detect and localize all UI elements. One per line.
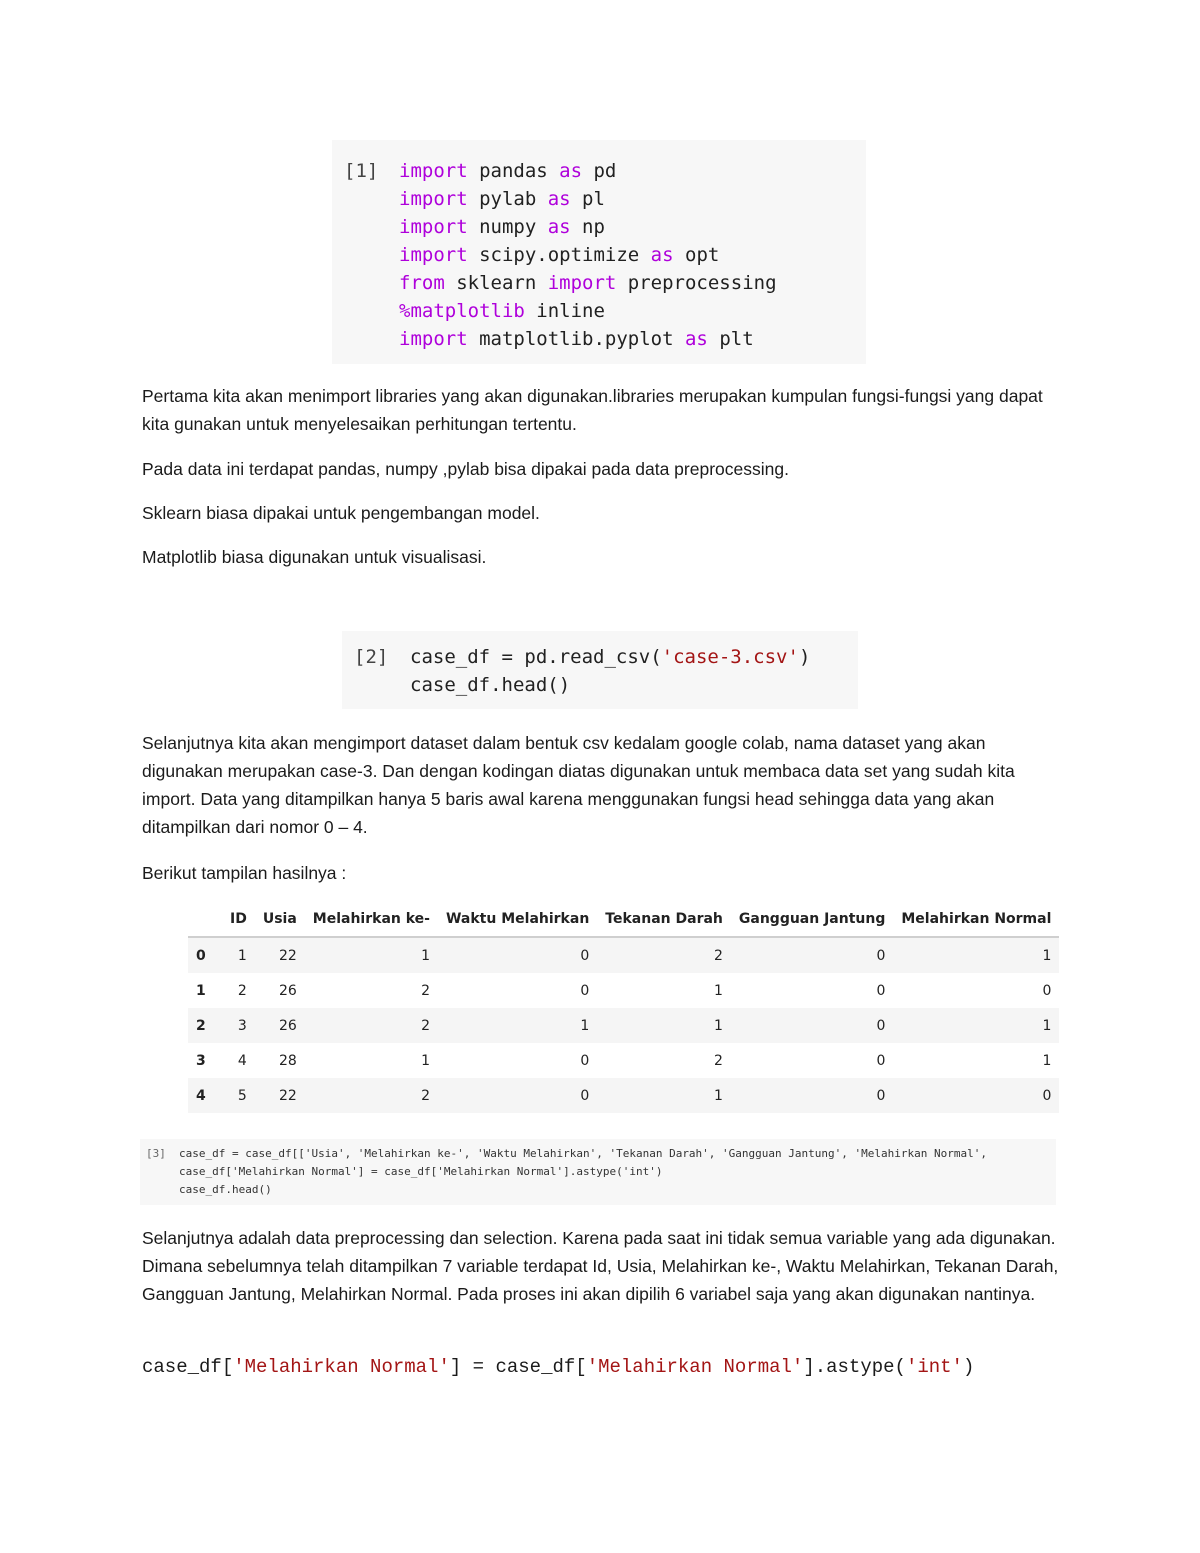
code-line: case_df = pd.read_csv('case-3.csv'): [410, 646, 811, 668]
table-cell: 0: [876, 947, 886, 964]
code-line: import scipy.optimize as opt: [399, 244, 720, 266]
table-cell: 0: [1042, 1087, 1052, 1104]
table-cell: 0: [876, 1052, 886, 1069]
code-line: case_df['Melahirkan Normal'] = case_df['Melahirkan Normal'].astype('int'): [179, 1165, 663, 1178]
table-row: [188, 973, 1059, 1008]
code-line: import matplotlib.pyplot as plt: [399, 328, 754, 350]
column-header: Gangguan Jantung: [738, 911, 886, 927]
code-line: %matplotlib inline: [399, 300, 605, 322]
table-row: [188, 1078, 1059, 1113]
table-cell: 1: [421, 947, 430, 964]
row-index: 3: [196, 1052, 206, 1069]
column-header: Waktu Melahirkan: [445, 911, 590, 927]
table-cell: 4: [237, 1052, 247, 1069]
paragraph-libraries: Pertama kita akan menimport libraries yang akan digunakan.libraries merupakan kumpulan fungsi-fungsi yang dapat kita gunakan untuk menyelesaikan perhitungan tertentu.: [142, 386, 1043, 434]
cell-prompt: [2]: [354, 646, 389, 668]
table-cell: 26: [278, 1017, 297, 1034]
code-line: case_df = case_df[['Usia', 'Melahirkan ke-', 'Waktu Melahirkan', 'Tekanan Darah', 'Gangguan Jantung', 'Melahirkan Normal',: [179, 1147, 987, 1160]
table-cell: 1: [237, 947, 247, 964]
paragraph-preprocessing: Selanjutnya adalah data preprocessing dan selection. Karena pada saat ini tidak semua variable yang ada digunakan. Dimana sebelumnya telah ditampilkan 7 variable terdapat Id, Usia, Melahirkan ke-, Waktu Melahirkan, Tekanan Darah, Gangguan Jantung, Melahirkan Normal. Pada proses ini akan dipilih 6 variabel saja yang akan digunakan nantinya.: [142, 1228, 1059, 1304]
paragraph-result-intro: Berikut tampilan hasilnya :: [142, 863, 347, 883]
table-cell: 2: [421, 1087, 430, 1104]
table-cell: 2: [421, 982, 430, 999]
table-cell: 0: [876, 1087, 886, 1104]
table-cell: 1: [1042, 1017, 1052, 1034]
table-cell: 1: [713, 982, 723, 999]
code-line: import pandas as pd: [399, 160, 617, 182]
code-line: import numpy as np: [399, 216, 605, 238]
table-cell: 1: [421, 1052, 430, 1069]
table-cell: 0: [876, 1017, 886, 1034]
table-cell: 1: [1042, 947, 1052, 964]
row-index: 0: [196, 947, 206, 964]
table-cell: 28: [278, 1052, 297, 1069]
table-cell: 1: [713, 1017, 723, 1034]
row-index: 1: [196, 982, 206, 999]
row-index: 2: [196, 1017, 206, 1034]
table-cell: 3: [237, 1017, 247, 1034]
table-cell: 1: [580, 1017, 590, 1034]
table-cell: 2: [421, 1017, 430, 1034]
paragraph-pandas: Pada data ini terdapat pandas, numpy ,pylab bisa dipakai pada data preprocessing.: [142, 459, 789, 479]
table-cell: 0: [876, 982, 886, 999]
table-cell: 0: [580, 1052, 590, 1069]
code-astype-line: case_df['Melahirkan Normal'] = case_df['Melahirkan Normal'].astype('int'): [142, 1356, 975, 1378]
table-row: [188, 937, 1059, 973]
code-line: import pylab as pl: [399, 188, 605, 210]
code-line: case_df.head(): [179, 1183, 272, 1196]
column-header: Tekanan Darah: [605, 911, 723, 927]
column-header: ID: [230, 911, 247, 927]
dataframe-table: [188, 902, 1059, 1113]
code-line: from sklearn import preprocessing: [399, 272, 777, 294]
paragraph-sklearn: Sklearn biasa dipakai untuk pengembangan model.: [142, 503, 540, 523]
column-header: Usia: [262, 911, 297, 927]
paragraph-dataset: Selanjutnya kita akan mengimport dataset dalam bentuk csv kedalam google colab, nama dataset yang akan digunakan merupakan case-3. Dan dengan kodingan diatas digunakan untuk membaca data set yang sudah kita import. Data yang ditampilkan hanya 5 baris awal karena menggunakan fungsi head sehingga data yang akan ditampilkan dari nomor 0 – 4.: [142, 733, 1015, 837]
code-line: case_df.head(): [410, 674, 571, 696]
cell-prompt: [1]: [344, 160, 379, 182]
table-cell: 22: [278, 947, 297, 964]
table-cell: 0: [580, 982, 590, 999]
code-cell-imports: [332, 140, 866, 364]
table-row: [188, 1043, 1059, 1078]
table-cell: 2: [713, 947, 723, 964]
table-cell: 5: [237, 1087, 247, 1104]
code-cell-read-csv: [342, 631, 858, 709]
table-cell: 22: [278, 1087, 297, 1104]
column-header: Melahirkan Normal: [901, 911, 1052, 927]
code-cell-selection: [140, 1139, 1056, 1205]
table-cell: 0: [580, 947, 590, 964]
row-index: 4: [196, 1087, 206, 1104]
table-cell: 1: [1042, 1052, 1052, 1069]
column-header: Melahirkan ke-: [312, 911, 430, 927]
column-header: [188, 902, 222, 937]
cell-prompt: [3]: [146, 1147, 166, 1160]
table-cell: 1: [713, 1087, 723, 1104]
table-cell: 0: [580, 1087, 590, 1104]
table-row: [188, 1008, 1059, 1043]
table-header-row: [188, 902, 1059, 937]
table-cell: 0: [1042, 982, 1052, 999]
paragraph-matplotlib: Matplotlib biasa digunakan untuk visualisasi.: [142, 547, 487, 567]
table-cell: 2: [713, 1052, 723, 1069]
table-cell: 2: [237, 982, 247, 999]
table-cell: 26: [278, 982, 297, 999]
